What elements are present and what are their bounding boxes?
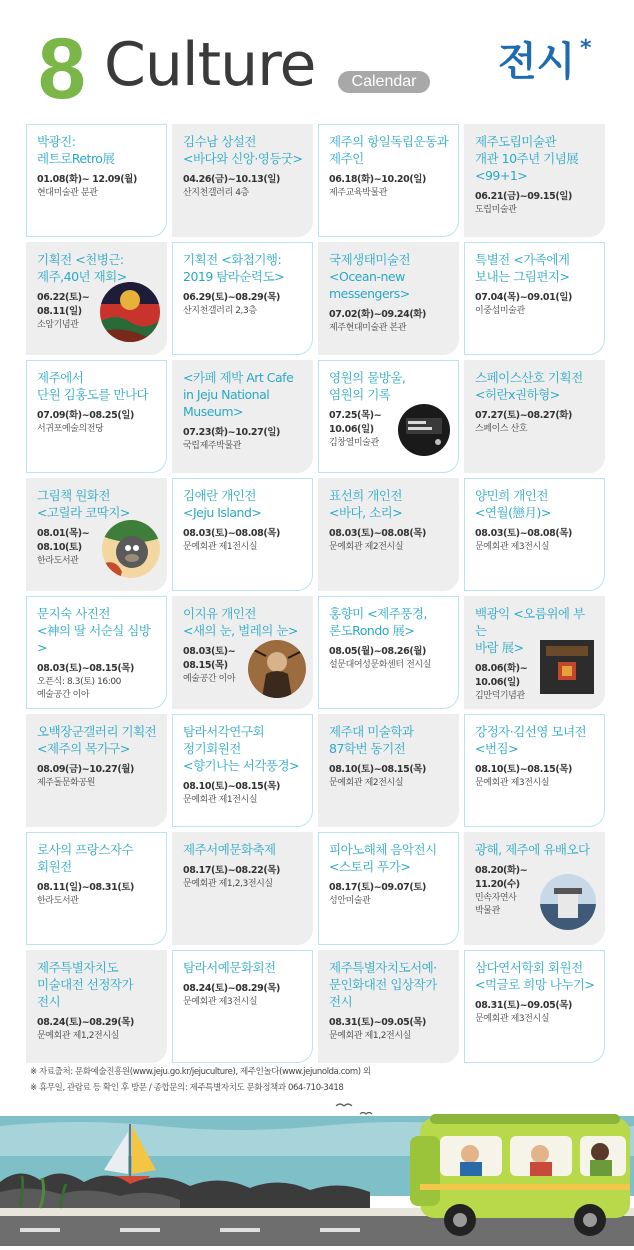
event-date: 07.25(목)~ 10.06(일) [329,410,382,435]
event-date: 08.01(목)~ 08.10(토) [37,528,90,553]
event-date: 06.22(토)~ 08.11(일) [37,292,90,317]
event-card[interactable] [464,832,605,945]
event-card[interactable] [464,242,605,355]
event-card[interactable] [318,714,459,827]
event-date: 08.03(토)~ 08.15(목) [183,646,236,671]
event-date: 08.03(토)~08.08(목) [183,528,280,539]
event-card[interactable] [172,714,313,827]
event-card[interactable] [26,714,167,827]
section-title: Culture [104,30,316,100]
event-title: 강정자·김선영 모녀전 <번짐> [475,724,587,756]
asterisk-mark: * [580,36,592,61]
event-venue: 서귀포예술의전당 [37,424,104,434]
event-venue: 현대미술관 분관 [37,188,98,198]
event-title: 특별전 <가족에게 보내는 그림편지> [475,252,570,284]
event-date: 08.11(일)~08.31(토) [37,882,134,893]
footnote-contact: ※ 휴무일, 관람료 등 확인 후 방문 / 종합문의: 제주특별자치도 문화정책과 064-710-3418 [30,1083,344,1093]
event-venue: 제주교육박물관 [329,188,388,198]
event-venue: 민속자연사 박물관 [475,893,517,916]
event-card[interactable] [26,596,167,709]
bottom-illustration [0,1096,634,1246]
event-venue: 문예회관 제1,2전시실 [329,1031,411,1041]
category-label: 전시 [498,39,576,85]
artwork-thumbnail [100,282,160,342]
event-title: 기획전 <화첩기행: 2019 탐라순력도> [183,252,285,284]
event-card[interactable] [172,478,313,591]
event-date: 08.10(토)~08.15(목) [475,764,572,775]
event-card[interactable] [26,950,167,1063]
event-title: 백광익 <오름위에 부는 바람 展> [475,606,585,655]
event-card[interactable] [318,242,459,355]
footnote-source: ※ 자료출처: 문화예술진흥원(www.jeju.go.kr/jejuculture), 제주인놀다(www.jejunolda.com) 외 [30,1067,371,1077]
event-card[interactable] [26,124,167,237]
event-date: 08.06(화)~ 10.06(일) [475,663,528,688]
event-title: <카페 제박 Art Cafe in Jeju National Museum> [183,370,294,419]
event-title: 그림책 원화전 <고릴라 코딱지> [37,488,130,520]
event-date: 08.09(금)~10.27(월) [37,764,134,775]
event-venue: 문예회관 제3전시실 [475,778,550,788]
event-venue: 문예회관 제3전시실 [183,997,258,1007]
event-title: 제주서예문화축제 [183,842,276,857]
event-venue: 설문대여성문화센터 전시실 [329,660,431,670]
event-title: 제주에서 단원 김홍도를 만나다 [37,370,149,402]
event-venue: 국립제주박물관 [183,441,242,451]
event-title: 스페이스산호 기획전 <허란x권하형> [475,370,583,402]
event-date: 08.17(토)~08.22(목) [183,865,280,876]
event-card[interactable] [26,360,167,473]
event-title: 제주특별자치도 미술대전 선정작가 전시 [37,960,134,1009]
event-card[interactable] [26,478,167,591]
event-title: 제주도립미술관 개관 10주년 기념展 <99+1> [475,134,579,183]
event-card[interactable] [318,478,459,591]
artwork-thumbnail [540,874,596,930]
event-date: 07.02(화)~09.24(화) [329,309,426,320]
event-card[interactable] [464,124,605,237]
artwork-thumbnail [248,640,306,698]
event-title: 표선희 개인전 <바다, 소리> [329,488,403,520]
event-venue: 예술공간 이아 [37,690,90,700]
event-date: 06.29(토)~08.29(목) [183,292,280,303]
event-venue: 스페이스 산호 [475,424,528,434]
event-date: 08.31(토)~09.05(목) [475,1000,572,1011]
event-venue: 산지천갤러리 4층 [183,188,249,198]
event-date: 08.17(토)~09.07(토) [329,882,426,893]
event-venue: 도립미술관 [475,205,517,215]
event-date: 08.03(토)~08.08(목) [475,528,572,539]
event-title: 이지유 개인전 <새의 눈, 벌레의 눈> [183,606,298,638]
event-date: 07.09(화)~08.25(일) [37,410,134,421]
event-card[interactable] [464,596,605,709]
event-venue: 문예회관 제1,2전시실 [37,1031,119,1041]
event-title: 로사의 프랑스자수 회원전 [37,842,134,874]
event-card[interactable] [172,950,313,1063]
event-venue: 소암기념관 [37,320,79,330]
event-card[interactable] [172,596,313,709]
event-venue: 성안미술관 [329,896,371,906]
artwork-thumbnail [540,640,594,694]
event-title: 제주의 항일독립운동과 제주인 [329,134,449,166]
event-card[interactable] [464,950,605,1063]
event-card[interactable] [172,832,313,945]
calendar-badge: Calendar [338,71,430,93]
event-venue: 이중섭미술관 [475,306,525,316]
event-venue: 한라도서관 [37,896,79,906]
event-card[interactable] [318,950,459,1063]
event-venue: 문예회관 제2전시실 [329,542,404,552]
event-card[interactable] [26,242,167,355]
event-card[interactable] [172,360,313,473]
artwork-thumbnail [398,404,450,456]
event-title: 문지숙 사진전 <神의 딸 서순실 심방> [37,606,151,655]
coastal-scene-illustration [0,1096,634,1246]
event-venue: 문예회관 제2전시실 [329,778,404,788]
event-venue: 산지천갤러리 2,3층 [183,306,257,316]
event-card[interactable] [318,360,459,473]
event-title: 오백장군갤러리 기획전 <제주의 목가구> [37,724,157,756]
event-venue: 문예회관 제1전시실 [183,795,258,805]
artwork-thumbnail [102,520,160,578]
event-title: 제주특별자치도서예· 문인화대전 입상작가 전시 [329,960,437,1009]
event-date: 08.05(월)~08.26(월) [329,646,426,657]
event-card[interactable] [318,596,459,709]
event-date: 08.24(토)~08.29(목) [37,1017,134,1028]
event-title: 기획전 <천병근: 제주,40년 재회> [37,252,127,284]
event-title: 김수남 상설전 <바다와 신앙·영등굿> [183,134,303,166]
event-title: 제주대 미술학과 87학번 동기전 [329,724,414,756]
event-date: 06.18(화)~10.20(일) [329,174,426,185]
event-date: 07.27(토)~08.27(화) [475,410,572,421]
event-title: 박광진: 레트로Retro展 [37,134,115,166]
event-venue: 김만덕기념관 [475,691,525,701]
event-date: 07.04(목)~09.01(일) [475,292,572,303]
event-title: 영원의 물방울, 염원의 기록 [329,370,406,402]
event-date: 08.03(토)~08.08(목) [329,528,426,539]
event-title: 광해, 제주에 유배오다 [475,842,590,857]
event-card[interactable] [464,478,605,591]
issue-number: 8 [38,21,84,117]
event-venue: 제주돌문화공원 [37,778,96,788]
event-card[interactable] [172,124,313,237]
event-venue: 문예회관 제3전시실 [475,542,550,552]
event-venue: 문예회관 제1,2,3전시실 [183,879,273,889]
event-venue: 예술공간 이아 [183,674,236,684]
event-title: 탐라서예문화회전 [183,960,276,975]
event-note: 오픈식: 8.3(토) 16:00 [37,677,122,687]
event-card[interactable] [318,124,459,237]
event-title: 양민희 개인전 <연월(戀月)> [475,488,551,520]
event-date: 08.10(토)~08.15(목) [329,764,426,775]
event-card[interactable] [464,714,605,827]
event-date: 07.23(화)~10.27(일) [183,427,280,438]
event-card[interactable] [26,832,167,945]
event-card[interactable] [464,360,605,473]
event-date: 04.26(금)~10.13(일) [183,174,280,185]
event-date: 08.24(토)~08.29(목) [183,983,280,994]
event-venue: 문예회관 제3전시실 [475,1014,550,1024]
event-date: 01.08(화)~ 12.09(월) [37,174,137,185]
event-date: 08.20(화)~ 11.20(수) [475,865,528,890]
event-title: 피아노해체 음악전시 <스토리 푸가> [329,842,437,874]
event-date: 08.10(토)~08.15(목) [183,781,280,792]
event-venue: 한라도서관 [37,556,79,566]
event-title: 홍향미 <제주풍경, 론도Rondo 展> [329,606,427,638]
event-date: 08.31(토)~09.05(목) [329,1017,426,1028]
event-title: 삼다연서학회 회원전 <먹글로 희망 나누기> [475,960,595,992]
event-date: 08.03(토)~08.15(목) [37,663,134,674]
event-title: 탐라서각연구회 정기회원전 <향기나는 서각풍경> [183,724,300,773]
event-venue: 김창열미술관 [329,438,379,448]
event-card[interactable] [318,832,459,945]
event-date: 06.21(금)~09.15(일) [475,191,572,202]
event-title: 김애란 개인전 <Jeju Island> [183,488,262,520]
event-card[interactable] [172,242,313,355]
event-title: 국제생태미술전 <Ocean-new messengers> [329,252,411,301]
event-venue: 제주현대미술관 본관 [329,323,407,333]
event-venue: 문예회관 제1전시실 [183,542,258,552]
